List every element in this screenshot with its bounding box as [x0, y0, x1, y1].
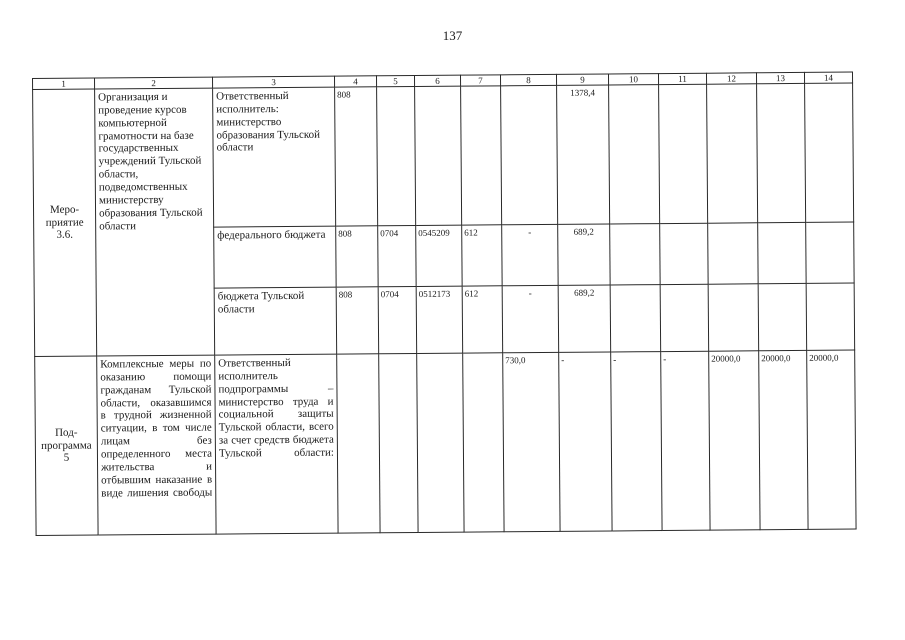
- subprogram-name: Комплексные меры по оказанию помощи гражданам Тульской области, оказавшимся в трудной жизненной ситуации, в том числе лицам без определенного места жительства и отбывшим наказание в виде лишения свободы: [97, 355, 216, 535]
- row-label-line: приятие: [45, 216, 84, 229]
- row-label-line: программа: [41, 439, 92, 452]
- row-label-line: 5: [63, 452, 70, 465]
- row-label-line: Под-: [55, 426, 78, 439]
- executor-cell: Ответственный исполнитель подпрограммы – министерство труда и социальной защиты Тульской области, всего за счет средств бюджета Тульской области:: [215, 354, 338, 534]
- value-cell: -: [611, 352, 662, 531]
- code-cell: [379, 353, 418, 532]
- row-label-line: Меро-: [49, 203, 80, 216]
- value-cell: [708, 223, 758, 284]
- executor-cell: бюджета Тульской области: [214, 287, 337, 355]
- code-cell: 0704: [378, 286, 417, 353]
- value-cell: [660, 223, 708, 284]
- value-cell: [758, 222, 806, 283]
- value-cell: [805, 83, 854, 222]
- value-cell: -: [502, 285, 559, 352]
- row-label-event-3-6: [33, 89, 97, 356]
- value-cell: 20000,0: [807, 350, 856, 529]
- header-cell: 9: [556, 74, 608, 85]
- value-cell: 689,2: [558, 285, 611, 352]
- executor-cell: Ответственный исполнитель: министерство образования Тульской области: [213, 87, 336, 227]
- code-cell: 808: [335, 87, 378, 226]
- header-cell: 2: [95, 77, 213, 89]
- code-cell: 0512173: [416, 286, 463, 353]
- code-cell: 612: [462, 225, 502, 286]
- value-cell: [610, 224, 660, 285]
- value-cell: 20000,0: [709, 351, 760, 530]
- header-cell: 8: [500, 74, 556, 85]
- code-cell: [337, 354, 380, 533]
- event-name: Организация и проведение курсов компьютерной грамотности на базе государственных учреждений Тульской области, подведомственных министерству образования Тульской области: [95, 88, 215, 356]
- code-cell: [463, 353, 504, 532]
- code-cell: 0545209: [416, 225, 462, 286]
- value-cell: -: [661, 351, 710, 530]
- value-cell: [501, 85, 558, 224]
- header-cell: 13: [756, 72, 804, 83]
- header-cell: 5: [376, 75, 414, 86]
- code-cell: 808: [336, 226, 378, 287]
- header-cell: 10: [608, 74, 658, 85]
- code-cell: 0704: [378, 225, 416, 286]
- header-cell: 3: [212, 76, 334, 88]
- code-cell: [377, 86, 416, 225]
- value-cell: [757, 83, 806, 222]
- value-cell: [806, 222, 854, 283]
- table-row: [35, 350, 856, 535]
- row-label-subprogram-5: [35, 356, 98, 535]
- value-cell: [707, 84, 758, 223]
- header-cell: 1: [33, 78, 95, 89]
- value-cell: [610, 285, 661, 352]
- header-cell: 4: [334, 76, 376, 87]
- header-cell: 12: [706, 73, 756, 84]
- row-label-line: 3.6.: [56, 229, 74, 242]
- value-cell: [758, 283, 807, 350]
- value-cell: -: [502, 224, 558, 285]
- code-cell: [461, 86, 502, 225]
- value-cell: 730,0: [503, 352, 560, 531]
- code-cell: 612: [462, 286, 503, 353]
- budget-table: [32, 72, 857, 536]
- header-cell: 11: [658, 73, 706, 84]
- value-cell: [660, 284, 709, 351]
- executor-cell: федерального бюджета: [214, 226, 336, 288]
- value-cell: [806, 283, 855, 350]
- header-cell: 14: [804, 72, 852, 83]
- value-cell: [708, 284, 759, 351]
- value-cell: -: [559, 352, 612, 531]
- value-cell: 1378,4: [557, 85, 610, 224]
- value-cell: 20000,0: [759, 350, 808, 529]
- code-cell: [415, 86, 462, 225]
- header-cell: 6: [414, 75, 460, 86]
- code-cell: [417, 353, 464, 532]
- code-cell: 808: [336, 287, 379, 354]
- table-row: [33, 83, 854, 228]
- value-cell: [609, 85, 660, 224]
- header-cell: 7: [460, 75, 500, 86]
- value-cell: 689,2: [558, 224, 610, 285]
- page-number: 137: [442, 28, 463, 43]
- value-cell: [659, 84, 708, 223]
